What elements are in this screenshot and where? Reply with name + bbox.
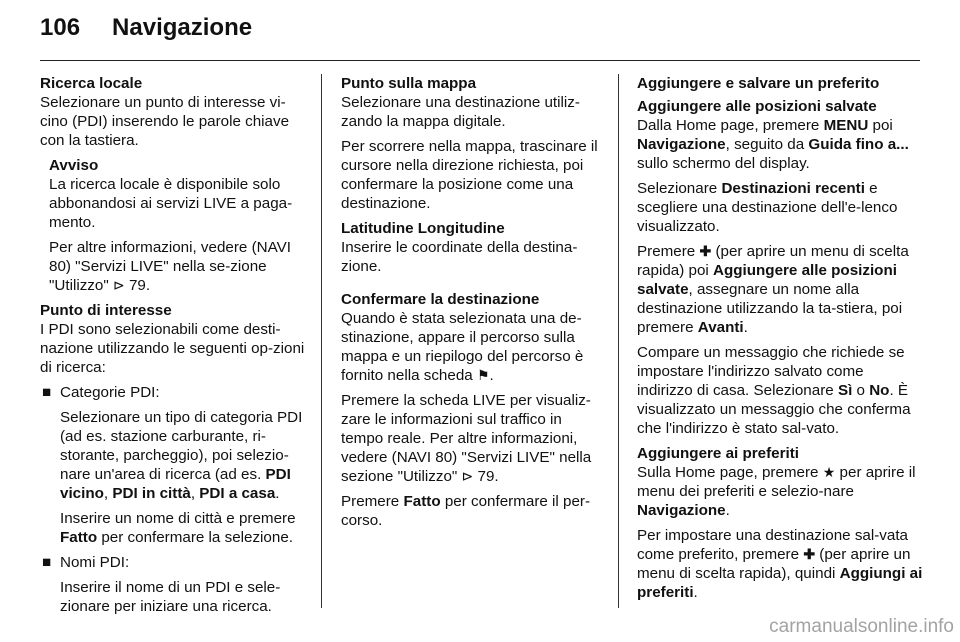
heading-lat-long: Latitudine Longitudine <box>341 220 505 237</box>
text-confermare-3: Premere Fatto per confermare il per-corso. <box>341 493 591 529</box>
note-box <box>40 156 308 295</box>
text-punto-interesse: I PDI sono selezionabili come desti-nazione utilizzando le seguenti op-zioni di ricerca: <box>40 321 305 376</box>
note-title: Avviso <box>49 157 99 174</box>
watermark: carmanualsonline.info <box>769 616 954 637</box>
plus-icon: ✚ <box>803 546 816 562</box>
bullet-icon: ■ <box>42 554 52 571</box>
text-confermare-2: Premere la scheda LIVE per visualiz-zare le informazioni sul traffico in tempo reale. Per altre informazioni, vedere (NAVI 80) "Servizi LIVE" nella sezione "Utilizzo" ⊳ 79. <box>341 392 592 485</box>
option-pdi-vicino: PDI vicino <box>60 466 291 502</box>
text-ricerca-locale: Selezionare un punto di interesse vi-cino (PDI) inserendo le parole chiave con la tastiera. <box>40 94 290 149</box>
page-number: 106 <box>40 14 81 41</box>
text-pref-6: Per impostare una destinazione sal-vata come preferito, premere ✚ (per aprire un menu di scelta rapida), quindi Aggiungi ai preferiti. <box>637 527 923 601</box>
flag-icon: ⚑ <box>476 367 490 383</box>
bullet-label-nomi: Nomi PDI: <box>60 554 130 571</box>
page-header <box>40 14 252 54</box>
bullet-label-categorie: Categorie PDI: <box>60 384 160 401</box>
column-2 <box>341 74 603 536</box>
plus-icon: ✚ <box>699 243 712 259</box>
heading-punto-interesse: Punto di interesse <box>40 302 172 319</box>
column-1 <box>40 74 308 622</box>
column-divider-1 <box>321 74 322 608</box>
text-pref-1: Dalla Home page, premere MENU poi Navigazione, seguito da Guida fino a... sullo schermo del display. <box>637 117 909 172</box>
option-pdi-citta: PDI in città <box>112 485 191 502</box>
text-mappa-1: Selezionare una destinazione utiliz-zando la mappa digitale. <box>341 94 580 130</box>
subheading-posizioni-salvate: Aggiungere alle posizioni salvate <box>637 98 877 115</box>
note-page-ref: 79. <box>128 277 151 294</box>
star-icon: ★ <box>822 464 836 480</box>
heading-preferito: Aggiungere e salvare un preferito <box>637 75 880 92</box>
text-pref-3: Premere ✚ (per aprire un menu di scelta rapida) poi Aggiungere alle posizioni salvate, assegnare un nome alla destinazione utilizzando la ta-stiera, poi premere Avanti. <box>637 243 909 336</box>
bullet-icon: ■ <box>42 384 52 401</box>
column-divider-2 <box>618 74 619 608</box>
list-item-categorie <box>40 383 308 402</box>
heading-punto-mappa: Punto sulla mappa <box>341 75 477 92</box>
text-lat-long: Inserire le coordinate della destina-zione. <box>341 239 578 275</box>
column-3 <box>637 74 923 608</box>
note-text-1: La ricerca locale è disponibile solo abbonandosi ai servizi LIVE a paga-mento. <box>49 176 293 231</box>
text-pref-4: Compare un messaggio che richiede se impostare l'indirizzo salvato come indirizzo di casa. Selezionare Sì o No. È visualizzato un messaggio che conferma che l'indirizzo è stato sal-vato. <box>637 344 911 437</box>
chapter-title: Navigazione <box>112 14 253 41</box>
header-rule <box>40 60 920 61</box>
option-pdi-casa: PDI a casa <box>199 485 276 502</box>
fatto-label: Fatto <box>403 493 441 510</box>
list-item-nomi <box>40 553 308 572</box>
page-ref-icon: ⊳ <box>112 277 125 293</box>
bullet-body-nomi: Inserire il nome di un PDI e sele-zionare per iniziare una ricerca. <box>60 579 281 615</box>
text-pref-2: Selezionare Destinazioni recenti e scegliere una destinazione dell'e-lenco visualizzato. <box>637 180 898 235</box>
page-ref-icon: ⊳ <box>461 468 474 484</box>
text-mappa-2: Per scorrere nella mappa, trascinare il cursore nella direzione richiesta, poi confermare la posizione come una destinazione. <box>341 138 598 212</box>
text-confermare-1: Quando è stata selezionata una de-stinazione, appare il percorso sulla mappa e un riepilogo del percorso è fornito nella scheda ⚑. <box>341 310 584 384</box>
heading-confermare: Confermare la destinazione <box>341 291 540 308</box>
heading-aggiungere-preferiti: Aggiungere ai preferiti <box>637 445 800 462</box>
fatto-label: Fatto <box>60 529 98 546</box>
bullet-body-categorie: Selezionare un tipo di categoria PDI (ad es. stazione carburante, ri-storante, parcheggio), poi selezio-nare un'area di ricerca (ad es. PDI vicino, PDI in città, PDI a casa. Inserire un nome di città e premere Fatto per confermare la selezione. <box>60 409 303 546</box>
heading-ricerca-locale: Ricerca locale <box>40 75 143 92</box>
text-pref-5: Sulla Home page, premere ★ per aprire il menu dei preferiti e selezio-nare Navigazione. <box>637 464 916 519</box>
note-text-2: Per altre informazioni, vedere (NAVI 80) "Servizi LIVE" nella se-zione "Utilizzo" ⊳ 79. <box>49 239 291 294</box>
